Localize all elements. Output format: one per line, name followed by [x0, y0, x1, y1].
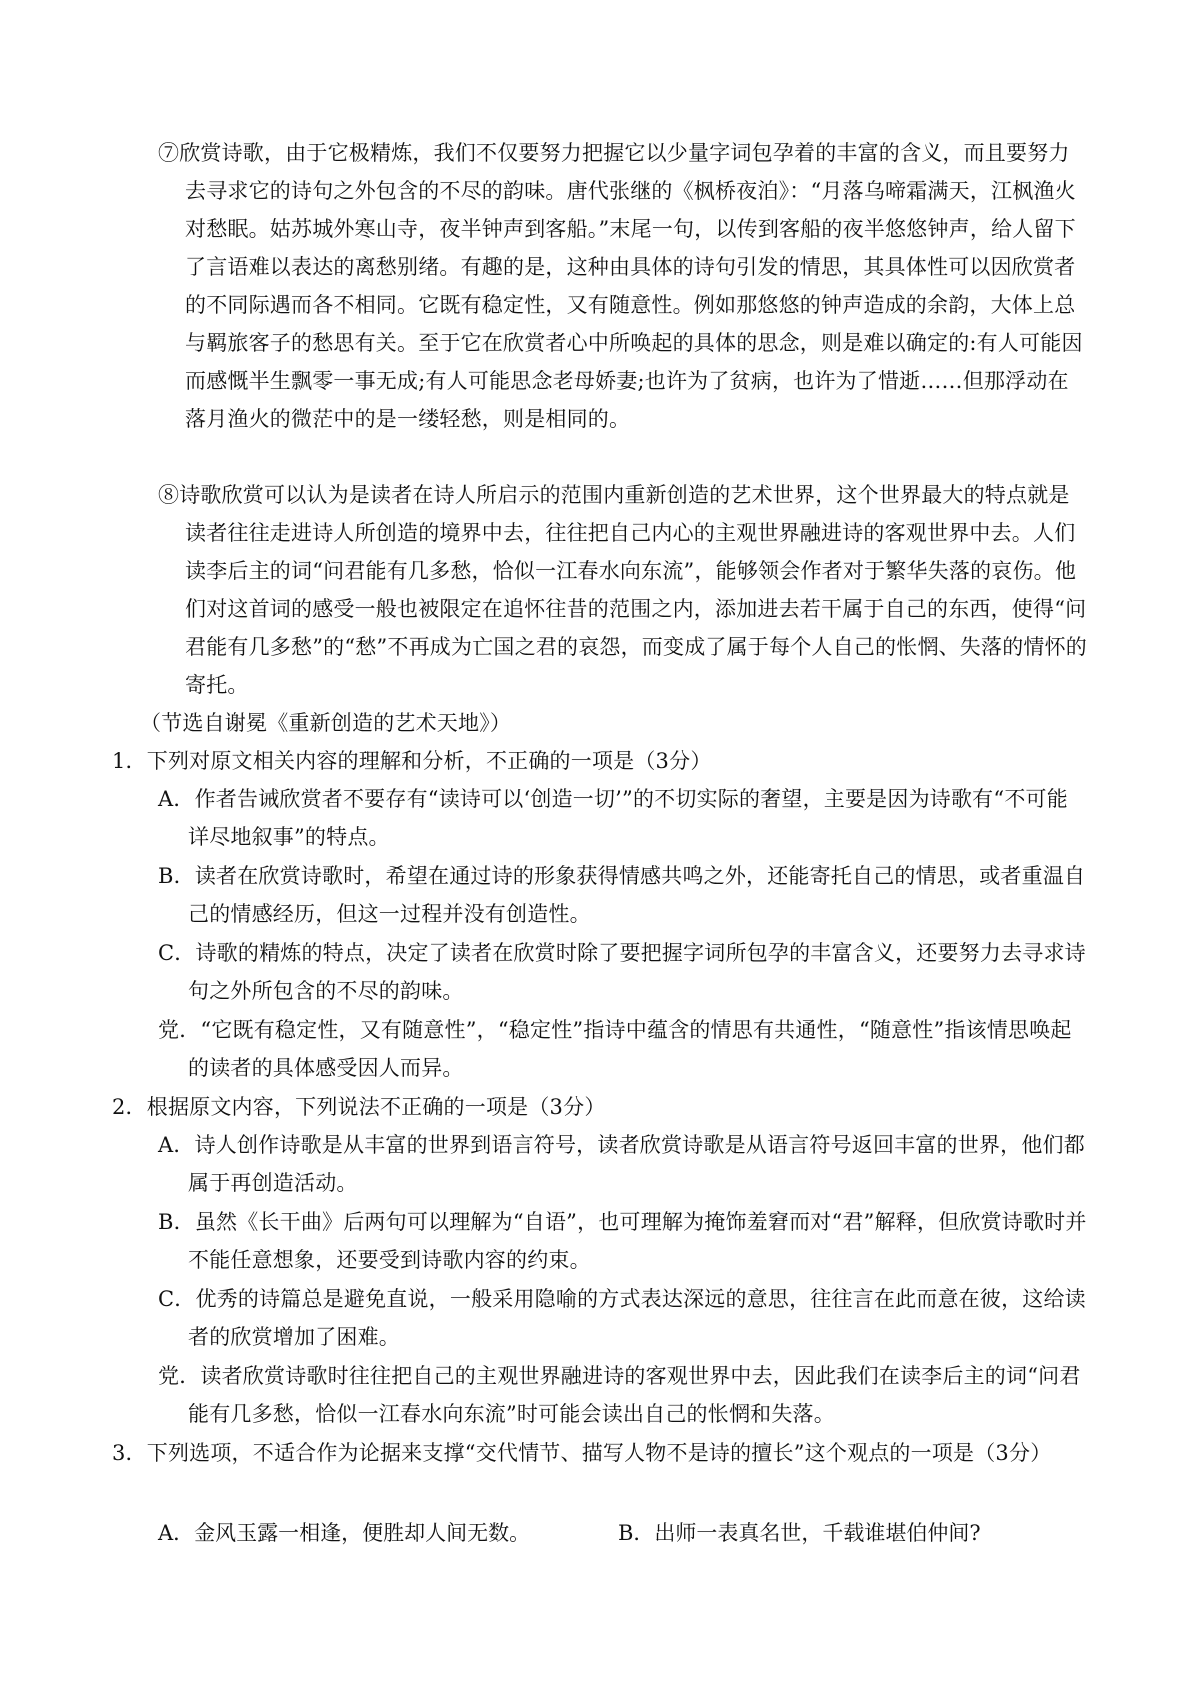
question-1-option-b: B．读者在欣赏诗歌时，希望在通过诗的形象获得情感共鸣之外，还能寄托自己的情思，或者重温自己的情感经历，但这一过程并没有创造性。	[158, 864, 1086, 926]
question-2-option-c: C．优秀的诗篇总是避免直说，一般采用隐喻的方式表达深远的意思，往往言在此而意在彼，这给读者的欣赏增加了困难。	[158, 1287, 1086, 1349]
paragraph-8-text: ⑧诗歌欣赏可以认为是读者在诗人所启示的范围内重新创造的艺术世界，这个世界最大的特点就是读者往往走进诗人所创造的境界中去，往往把自己内心的主观世界融进诗的客观世界中去。人们读李后主的词“问君能有几多愁，恰似一江春水向东流”，能够领会作者对于繁华失落的哀伤。他们对这首词的感受一般也被限定在追怀往昔的范围之内，添加进去若干属于自己的东西，使得“问君能有几多愁”的“愁”不再成为亡国之君的哀怨，而变成了属于每个人自己的怅惘、失落的情怀的寄托。	[158, 483, 1088, 697]
question-2-stem: 2．根据原文内容，下列说法不正确的一项是（3分）	[112, 1095, 606, 1119]
question-2-option-a: A．诗人创作诗歌是从丰富的世界到语言符号，读者欣赏诗歌是从语言符号返回丰富的世界，他们都属于再创造活动。	[158, 1133, 1085, 1195]
passage-paragraph-8	[158, 476, 1088, 704]
passage-source: （节选自谢冕《重新创造的艺术天地》）	[140, 711, 512, 735]
question-1-option-c: C．诗歌的精炼的特点，决定了读者在欣赏时除了要把握字词所包孕的丰富含义，还要努力去寻求诗句之外所包含的不尽的韵味。	[158, 941, 1086, 1003]
question-1-stem: 1．下列对原文相关内容的理解和分析，不正确的一项是（3分）	[112, 749, 712, 773]
question-2-option-b: B．虽然《长干曲》后两句可以理解为“自语”，也可理解为掩饰羞窘而对“君”解释，但欣赏诗歌时并不能任意想象，还要受到诗歌内容的约束。	[158, 1210, 1087, 1272]
question-3-option-a: A．金风玉露一相逢，便胜却人间无数。	[158, 1521, 531, 1545]
question-3-option-b: B．出师一表真名世，千载谁堪伯仲间?	[618, 1521, 981, 1545]
question-3-stem: 3．下列选项，不适合作为论据来支撑“交代情节、描写人物不是诗的擅长”这个观点的一项是（3分）	[112, 1441, 1052, 1465]
question-1-option-d: 党．“它既有稳定性，又有随意性”，“稳定性”指诗中蕴含的情思有共通性，“随意性”指该情思唤起的读者的具体感受因人而异。	[158, 1018, 1072, 1080]
passage-paragraph-7	[158, 134, 1088, 438]
question-1-option-a: A．作者告诫欣赏者不要存有“读诗可以‘创造一切’”的不切实际的奢望，主要是因为诗歌有“不可能详尽地叙事”的特点。	[158, 787, 1068, 849]
paragraph-7-text: ⑦欣赏诗歌，由于它极精炼，我们不仅要努力把握它以少量字词包孕着的丰富的含义，而且要努力去寻求它的诗句之外包含的不尽的韵味。唐代张继的《枫桥夜泊》：“月落乌啼霜满天，江枫渔火对愁眠。姑苏城外寒山寺，夜半钟声到客船。”末尾一句，以传到客船的夜半悠悠钟声，给人留下了言语难以表达的离愁别绪。有趣的是，这种由具体的诗句引发的情思，其具体性可以因欣赏者的不同际遇而各不相同。它既有稳定性，又有随意性。例如那悠悠的钟声造成的余韵，大体上总与羁旅客子的愁思有关。至于它在欣赏者心中所唤起的具体的思念，则是难以确定的:有人可能因而感慨半生飘零一事无成;有人可能思念老母娇妻;也许为了贫病，也许为了惜逝……但那浮动在落月渔火的微茫中的是一缕轻愁，则是相同的。	[158, 141, 1083, 431]
question-2-option-d: 党．读者欣赏诗歌时往往把自己的主观世界融进诗的客观世界中去，因此我们在读李后主的词“问君能有几多愁，恰似一江春水向东流”时可能会读出自己的怅惘和失落。	[158, 1364, 1081, 1426]
